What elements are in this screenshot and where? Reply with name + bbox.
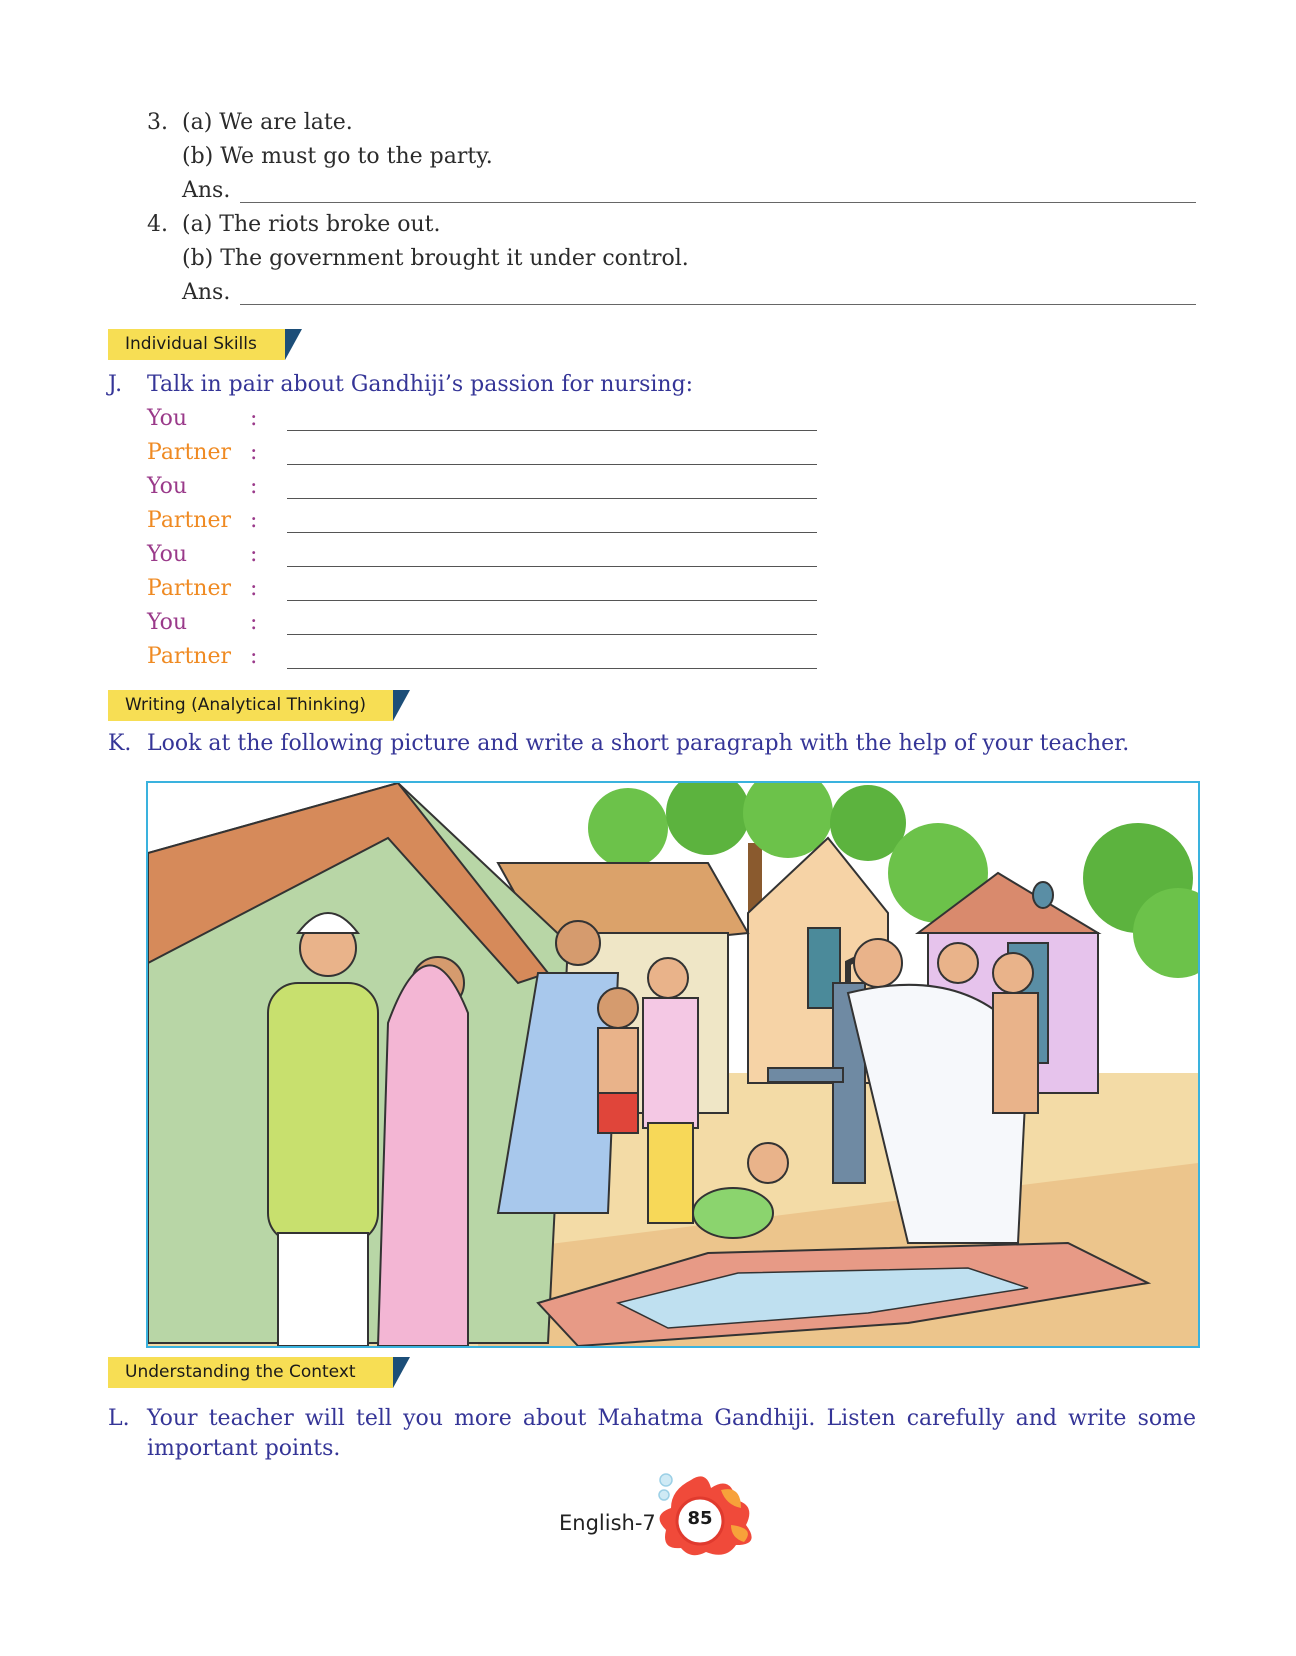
answer-line[interactable]: [240, 304, 1196, 305]
ans-label: Ans.: [182, 280, 231, 305]
page-badge: [636, 1470, 766, 1560]
task-text-k: Look at the following picture and write a short paragraph with the help of your teacher.: [147, 731, 1130, 756]
section-tag-writing: [108, 690, 393, 721]
speaker-label: Partner: [147, 440, 231, 465]
illustration-frame: [146, 781, 1200, 1348]
speaker-label: You: [147, 610, 188, 635]
dialogue-line[interactable]: [287, 634, 817, 635]
tag-triangle-icon: [393, 690, 410, 721]
tag-triangle-icon: [285, 329, 302, 360]
section-tag-individual-skills: [108, 329, 285, 360]
ans-label: Ans.: [182, 178, 231, 203]
speaker-label: Partner: [147, 644, 231, 669]
dialogue-line[interactable]: [287, 600, 817, 601]
colon: :: [250, 610, 258, 635]
colon: :: [250, 542, 258, 567]
sentence-a: (a) We are late.: [182, 110, 353, 135]
colon: :: [250, 406, 258, 431]
task-text-l-line2: important points.: [147, 1436, 341, 1461]
colon: :: [250, 440, 258, 465]
answer-line[interactable]: [240, 202, 1196, 203]
page-number: 85: [687, 1508, 713, 1529]
speaker-label: You: [147, 406, 188, 431]
sentence-a: (a) The riots broke out.: [182, 212, 441, 237]
colon: :: [250, 474, 258, 499]
item-number: 4.: [147, 212, 168, 237]
speaker-label: Partner: [147, 576, 231, 601]
colon: :: [250, 508, 258, 533]
dialogue-line[interactable]: [287, 532, 817, 533]
speaker-label: Partner: [147, 508, 231, 533]
task-letter-j: J.: [108, 372, 123, 397]
section-tag-label: Understanding the Context: [125, 1362, 356, 1382]
village-illustration: [148, 783, 1198, 1346]
speaker-label: You: [147, 542, 188, 567]
person-figure: [378, 957, 468, 1346]
task-text-l-line1: Your teacher will tell you more about Mahatma Gandhiji. Listen carefully and write some: [147, 1406, 1196, 1431]
dialogue-line[interactable]: [287, 430, 817, 431]
section-tag-label: Individual Skills: [125, 334, 257, 354]
dialogue-line[interactable]: [287, 566, 817, 567]
task-text-j: Talk in pair about Gandhiji’s passion for nursing:: [147, 372, 694, 397]
task-letter-k: K.: [108, 731, 132, 756]
person-figure: [643, 958, 698, 1223]
speaker-label: You: [147, 474, 188, 499]
colon: :: [250, 644, 258, 669]
task-letter-l: L.: [108, 1406, 130, 1431]
dialogue-line[interactable]: [287, 464, 817, 465]
colon: :: [250, 576, 258, 601]
section-tag-understanding-context: [108, 1357, 393, 1388]
sentence-b: (b) The government brought it under control.: [182, 246, 689, 271]
dialogue-line[interactable]: [287, 668, 817, 669]
person-figure: [598, 988, 638, 1133]
tag-triangle-icon: [393, 1357, 410, 1388]
sentence-b: (b) We must go to the party.: [182, 144, 493, 169]
section-tag-label: Writing (Analytical Thinking): [125, 695, 367, 715]
book-title: English-7: [559, 1511, 656, 1535]
item-number: 3.: [147, 110, 168, 135]
dialogue-line[interactable]: [287, 498, 817, 499]
